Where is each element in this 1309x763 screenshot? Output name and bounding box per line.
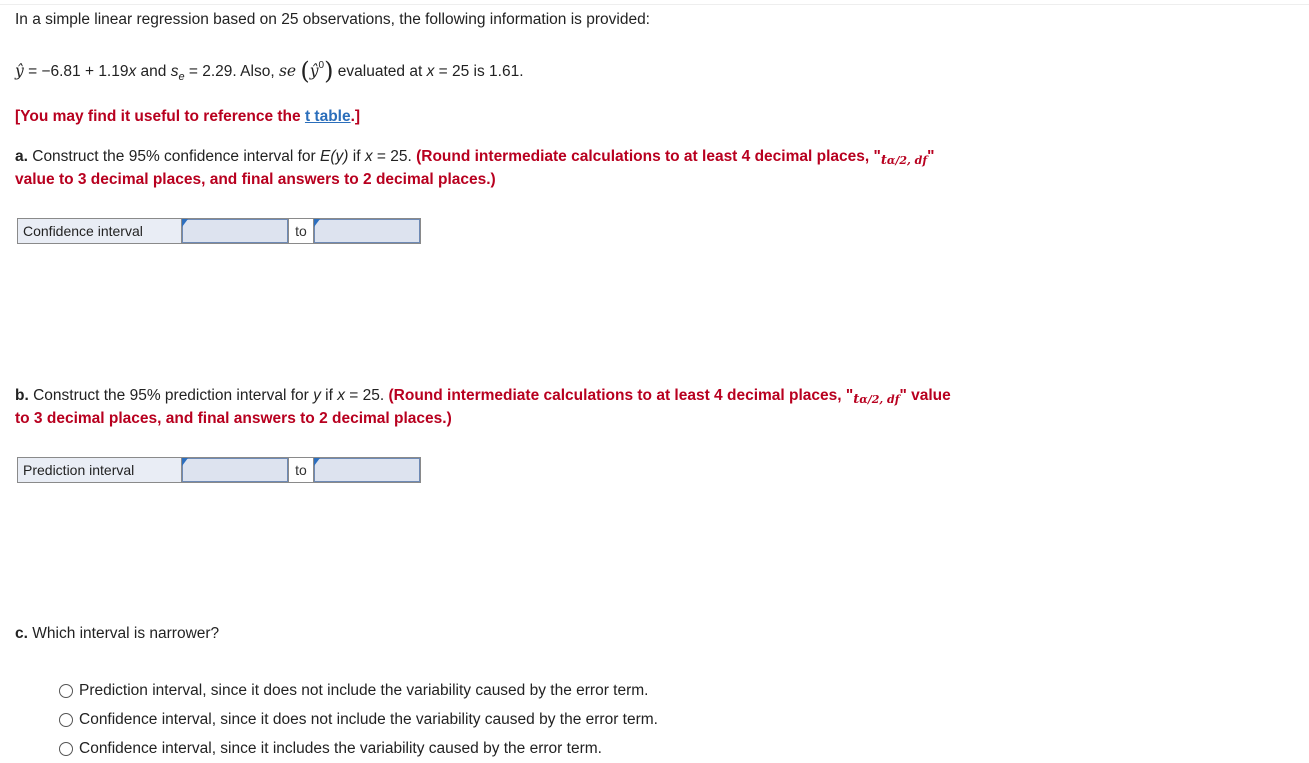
reference-note: [You may find it useful to reference the t table.]: [15, 108, 361, 125]
yhat-symbol: ŷ: [15, 62, 24, 80]
confidence-lower-input[interactable]: [182, 219, 288, 243]
part-c-question: c. Which interval is narrower?: [15, 625, 220, 642]
radio-button[interactable]: [59, 684, 73, 698]
prediction-upper-input[interactable]: [314, 458, 420, 482]
to-label: to: [288, 458, 314, 482]
regression-equation: ŷ = −6.81 + 1.19x and $s_e = 2.29$. Also, se $(ŷ^0)$ evaluated at x = 25 is 1.61.: [15, 57, 524, 85]
to-label: to: [288, 219, 314, 243]
confidence-interval-row: [17, 218, 421, 244]
part-a-instruction-line2: value to 3 decimal places, and final answers to 2 decimal places.): [15, 171, 496, 188]
part-b-question: b. Construct the 95% prediction interval for y if x = 25. (Round intermediate calculations to at least 4 decimal places, "$t_{\alpha/2, df}$" value: [15, 387, 951, 407]
confidence-upper-input[interactable]: [314, 219, 420, 243]
option-confidence-no-error[interactable]: Confidence interval, since it does not include the variability caused by the error term.: [59, 711, 658, 729]
prediction-interval-label: Prediction interval: [18, 458, 182, 482]
radio-button[interactable]: [59, 713, 73, 727]
t-table-link[interactable]: t table: [304, 108, 351, 125]
prediction-interval-row: [17, 457, 421, 483]
radio-button[interactable]: [59, 742, 73, 756]
top-divider: [0, 4, 1309, 5]
confidence-interval-label: Confidence interval: [18, 219, 182, 243]
part-a-question: a. Construct the 95% confidence interval for E(y) if x = 25. (Round intermediate calculations to at least 4 decimal places, "$t_{\alpha/2, df}$": [15, 148, 935, 168]
option-confidence-with-error[interactable]: Confidence interval, since it includes the variability caused by the error term.: [59, 740, 602, 758]
option-prediction-no-error[interactable]: Prediction interval, since it does not include the variability caused by the error term.: [59, 682, 648, 700]
intro-text: In a simple linear regression based on 25 observations, the following information is provided:: [15, 11, 650, 28]
part-b-instruction-line2: to 3 decimal places, and final answers to 2 decimal places.): [15, 410, 452, 427]
prediction-lower-input[interactable]: [182, 458, 288, 482]
se-function: se: [278, 62, 297, 80]
